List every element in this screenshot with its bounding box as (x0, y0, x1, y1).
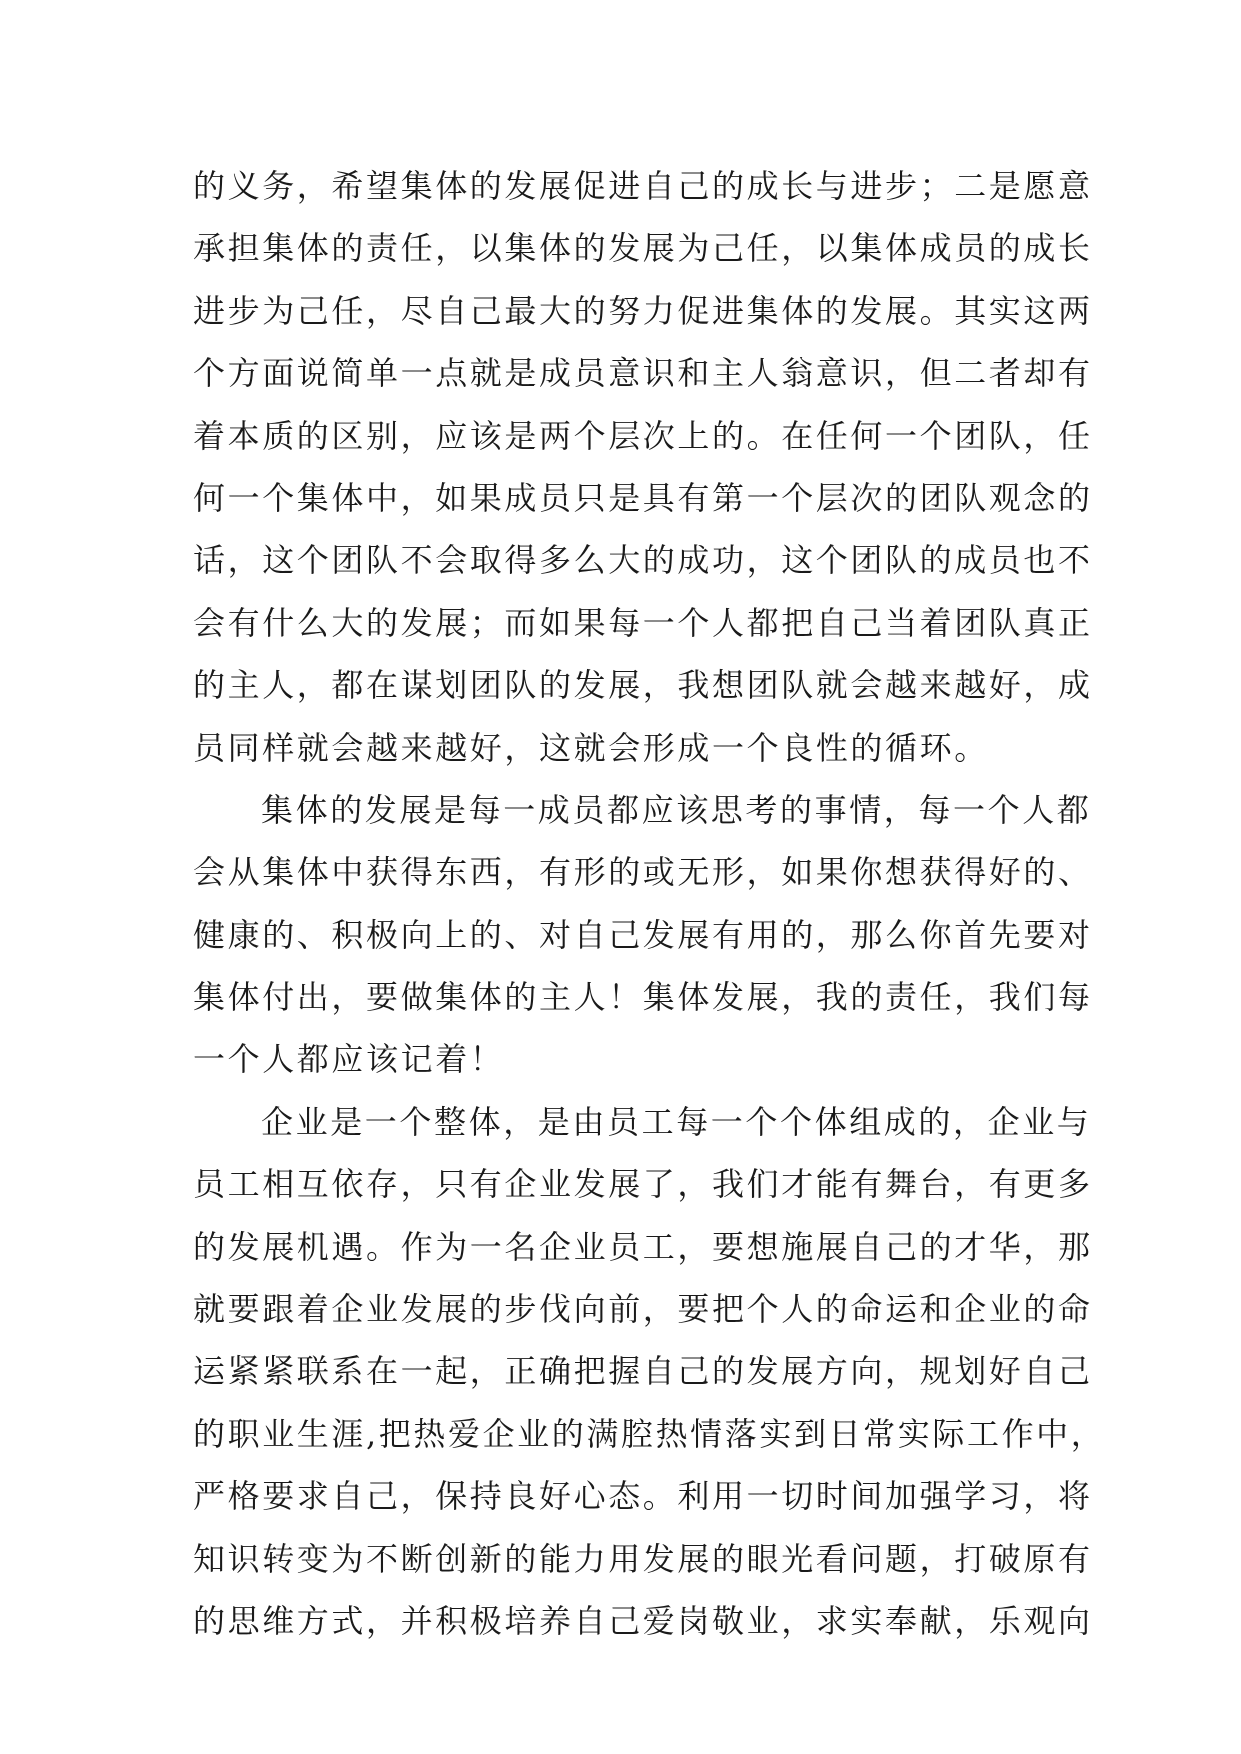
paragraph-first-line: 集体的发展是每一成员都应该思考的事情，每一个人都 (261, 790, 1092, 829)
text-line: 进步为己任，尽自己最大的努力促进集体的发展。其实这两 (193, 291, 1093, 330)
text-line: 的发展机遇。作为一名企业员工，要想施展自己的才华，那 (193, 1227, 1093, 1266)
text-line: 的义务，希望集体的发展促进自己的成长与进步；二是愿意 (193, 167, 1093, 205)
text-line: 集体付出，要做集体的主人！集体发展，我的责任，我们每 (193, 978, 1093, 1017)
body-text (193, 155, 1106, 1652)
text-line: 严格要求自己，保持良好心态。利用一切时间加强学习，将 (193, 1477, 1093, 1516)
text-line: 一个人都应该记着！ (193, 1040, 505, 1079)
text-line: 的职业生涯,把热爱企业的满腔热情落实到日常实际工作中， (193, 1414, 1106, 1453)
text-line: 个方面说简单一点就是成员意识和主人翁意识，但二者却有 (193, 354, 1093, 393)
text-line: 健康的、积极向上的、对自己发展有用的，那么你首先要对 (193, 915, 1093, 954)
text-line: 承担集体的责任，以集体的发展为己任，以集体成员的成长 (193, 229, 1093, 268)
text-line: 知识转变为不断创新的能力用发展的眼光看问题，打破原有 (193, 1539, 1093, 1578)
text-line: 会从集体中获得东西，有形的或无形，如果你想获得好的、 (193, 853, 1093, 892)
text-line: 的主人，都在谋划团队的发展，我想团队就会越来越好，成 (193, 666, 1093, 705)
text-line: 就要跟着企业发展的步伐向前，要把个人的命运和企业的命 (193, 1290, 1093, 1329)
text-line: 会有什么大的发展；而如果每一个人都把自己当着团队真正 (193, 603, 1093, 642)
text-line: 话，这个团队不会取得多么大的成功，这个团队的成员也不 (193, 541, 1093, 580)
text-line: 运紧紧联系在一起，正确把握自己的发展方向，规划好自己 (193, 1352, 1093, 1391)
text-line: 员同样就会越来越好，这就会形成一个良性的循环。 (193, 728, 989, 767)
paragraph-first-line: 企业是一个整体，是由员工每一个个体组成的，企业与 (261, 1102, 1092, 1141)
text-line: 员工相互依存，只有企业发展了，我们才能有舞台，有更多 (193, 1165, 1093, 1204)
text-line: 的思维方式，并积极培养自己爱岗敬业，求实奉献，乐观向 (193, 1601, 1093, 1640)
text-line: 着本质的区别，应该是两个层次上的。在任何一个团队，任 (193, 416, 1093, 455)
text-line: 何一个集体中，如果成员只是具有第一个层次的团队观念的 (193, 478, 1093, 517)
